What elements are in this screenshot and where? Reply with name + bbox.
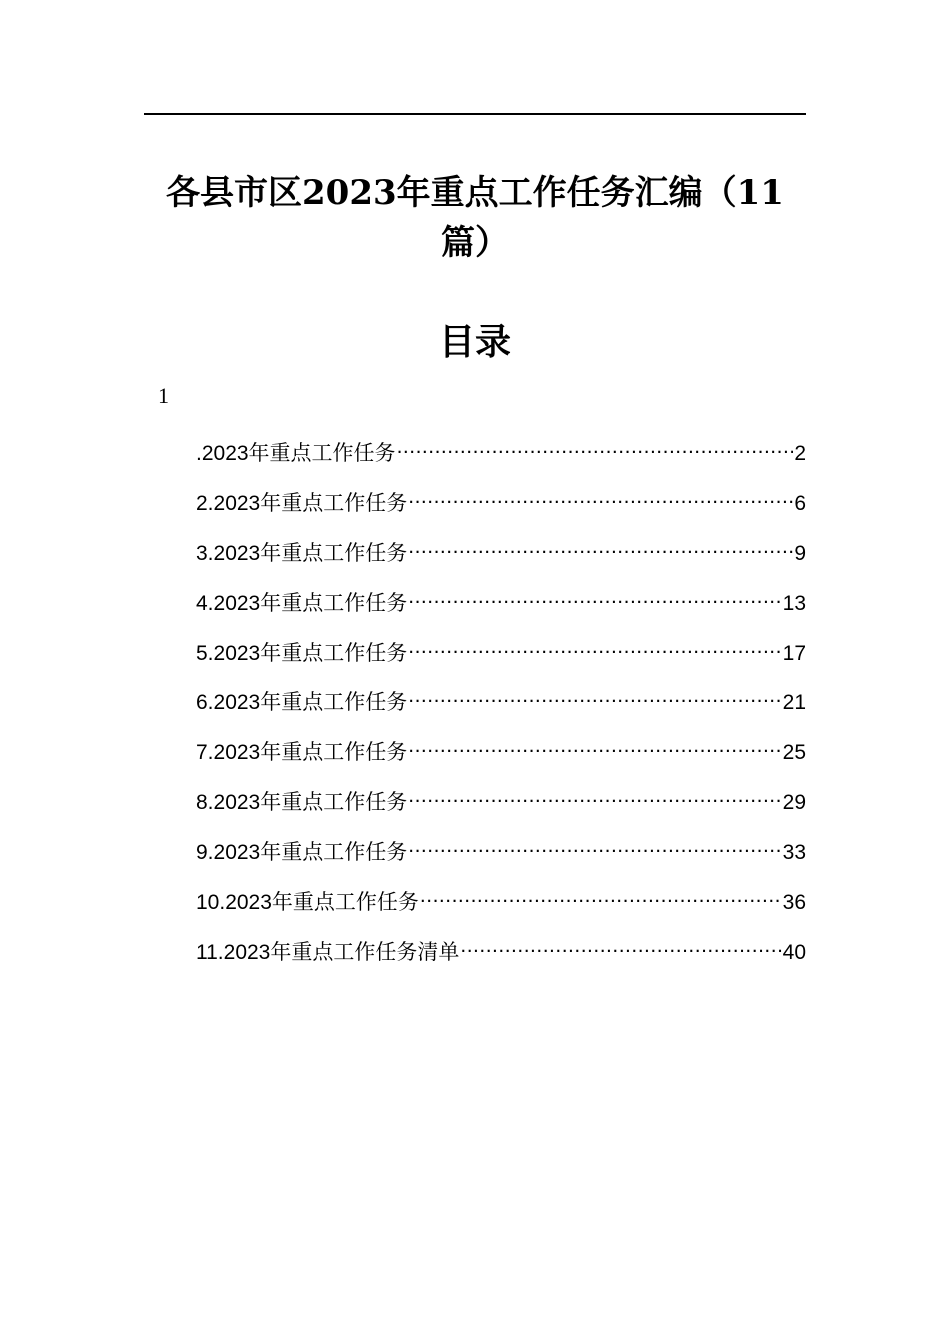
toc-dot-leader	[408, 578, 781, 610]
toc-entry-page: 36	[782, 891, 806, 915]
toc-dot-leader	[420, 877, 782, 909]
toc-entry-page: 2	[794, 442, 806, 465]
toc-dot-leader	[460, 927, 781, 959]
toc-entry-page: 25	[782, 741, 806, 765]
toc-entry-page: 9	[794, 541, 806, 565]
toc-entry-label: 8.2023年重点工作任务	[196, 791, 408, 815]
toc-entry[interactable]	[196, 827, 806, 877]
toc-dot-leader	[397, 428, 794, 460]
toc-entry[interactable]	[196, 677, 806, 727]
toc-entry-label: 7.2023年重点工作任务	[196, 741, 408, 765]
toc-entry-page: 21	[782, 691, 806, 715]
toc-dot-leader	[408, 528, 793, 560]
header-rule	[144, 113, 806, 115]
toc-entry-label: 3.2023年重点工作任务	[196, 541, 408, 565]
toc-entry-label: 11.2023年重点工作任务清单	[196, 940, 460, 964]
toc-entry[interactable]	[196, 727, 806, 777]
toc-dot-leader	[408, 777, 781, 809]
toc-entry-page: 6	[794, 491, 806, 515]
toc-dot-leader	[408, 827, 781, 859]
toc-entry-label: 6.2023年重点工作任务	[196, 691, 408, 715]
toc-dot-leader	[408, 628, 781, 660]
toc-dot-leader	[408, 677, 781, 709]
toc-entry[interactable]	[196, 877, 806, 927]
toc-dot-leader	[408, 727, 781, 759]
toc-entry-page: 17	[782, 641, 806, 665]
toc-entry-page: 13	[782, 591, 806, 615]
toc-entry-label: .2023年重点工作任务	[196, 442, 396, 465]
toc-entry-label: 9.2023年重点工作任务	[196, 841, 408, 865]
toc-heading: 目录	[438, 321, 511, 363]
toc-entry[interactable]	[196, 528, 806, 578]
toc-entry[interactable]	[196, 777, 806, 827]
toc-dot-leader	[408, 478, 793, 510]
toc-entry-page: 40	[782, 940, 806, 964]
toc-entry-label: 4.2023年重点工作任务	[196, 591, 408, 615]
toc-entry[interactable]	[196, 478, 806, 528]
toc-entry-label: 5.2023年重点工作任务	[196, 641, 408, 665]
toc-entry-page: 29	[782, 791, 806, 815]
table-of-contents	[196, 428, 806, 977]
toc-entry[interactable]	[196, 927, 806, 977]
document-title: 各县市区2023年重点工作任务汇编（11篇）	[166, 173, 784, 263]
toc-entry[interactable]	[196, 628, 806, 678]
toc-stray-number: 1	[158, 383, 169, 408]
toc-entry-label: 2.2023年重点工作任务	[196, 491, 408, 515]
toc-entry[interactable]	[196, 428, 806, 478]
toc-entry-page: 33	[782, 841, 806, 865]
toc-entry-label: 10.2023年重点工作任务	[196, 891, 419, 915]
toc-entry[interactable]	[196, 578, 806, 628]
